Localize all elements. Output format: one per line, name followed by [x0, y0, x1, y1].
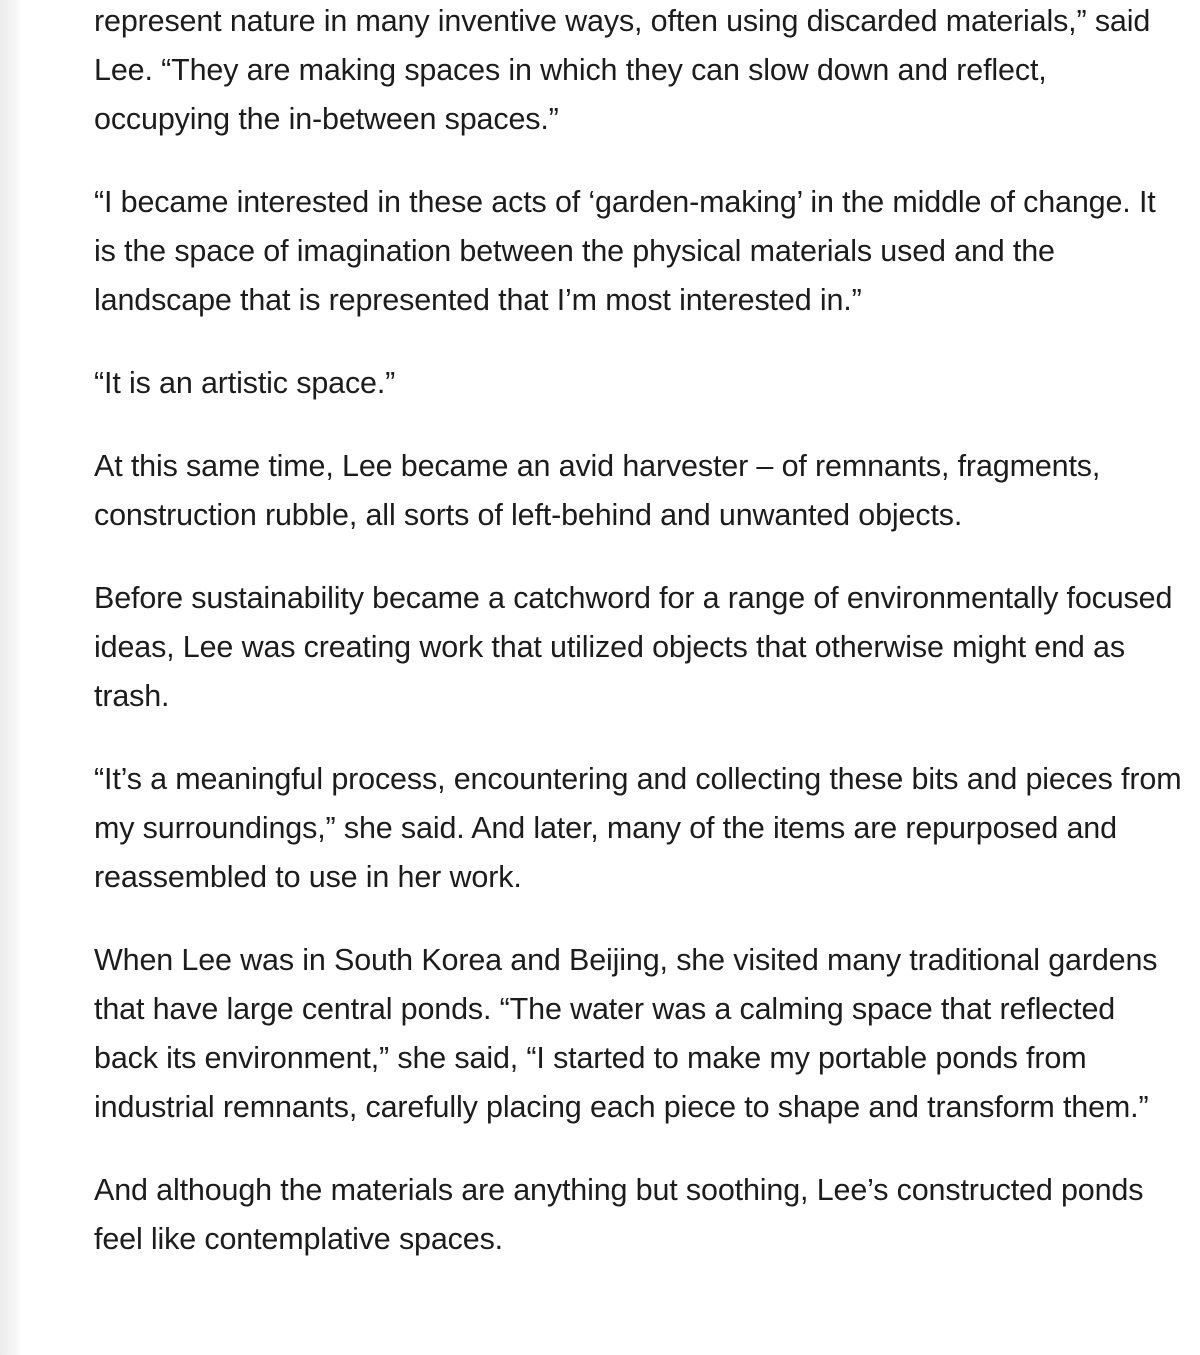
- article-paragraph: When Lee was in South Korea and Beijing, she visited many traditional gardens that have large central ponds. “The water was a calming space that reflected back its environment,” she said, “I started to make my portable ponds from industrial remnants, carefully placing each piece to shape and transform them.”: [94, 943, 1158, 1124]
- page-left-gutter: [0, 0, 22, 1355]
- article-paragraph: Before sustainability became a catchword for a range of environmentally focused ideas, Lee was creating work that utilized objects that otherwise might end as trash.: [94, 581, 1173, 713]
- article-paragraph: represent nature in many inventive ways, often using discarded materials,” said Lee. “They are making spaces in which they can slow down and reflect, occupying the in-between spaces.”: [94, 4, 1151, 136]
- article-paragraph: At this same time, Lee became an avid harvester – of remnants, fragments, construction rubble, all sorts of left-behind and unwanted objects.: [94, 449, 1101, 532]
- article-body: [94, 0, 1184, 1298]
- article-paragraph: “I became interested in these acts of ‘garden-making’ in the middle of change. It is the space of imagination between the physical materials used and the landscape that is represented that I’m most interested in.”: [94, 185, 1156, 317]
- article-paragraph: And although the materials are anything but soothing, Lee’s constructed ponds feel like contemplative spaces.: [94, 1173, 1144, 1256]
- article-paragraph: “It is an artistic space.”: [94, 366, 396, 400]
- article-paragraph: “It’s a meaningful process, encountering and collecting these bits and pieces from my surroundings,” she said. And later, many of the items are repurposed and reassembled to use in her work.: [94, 762, 1182, 894]
